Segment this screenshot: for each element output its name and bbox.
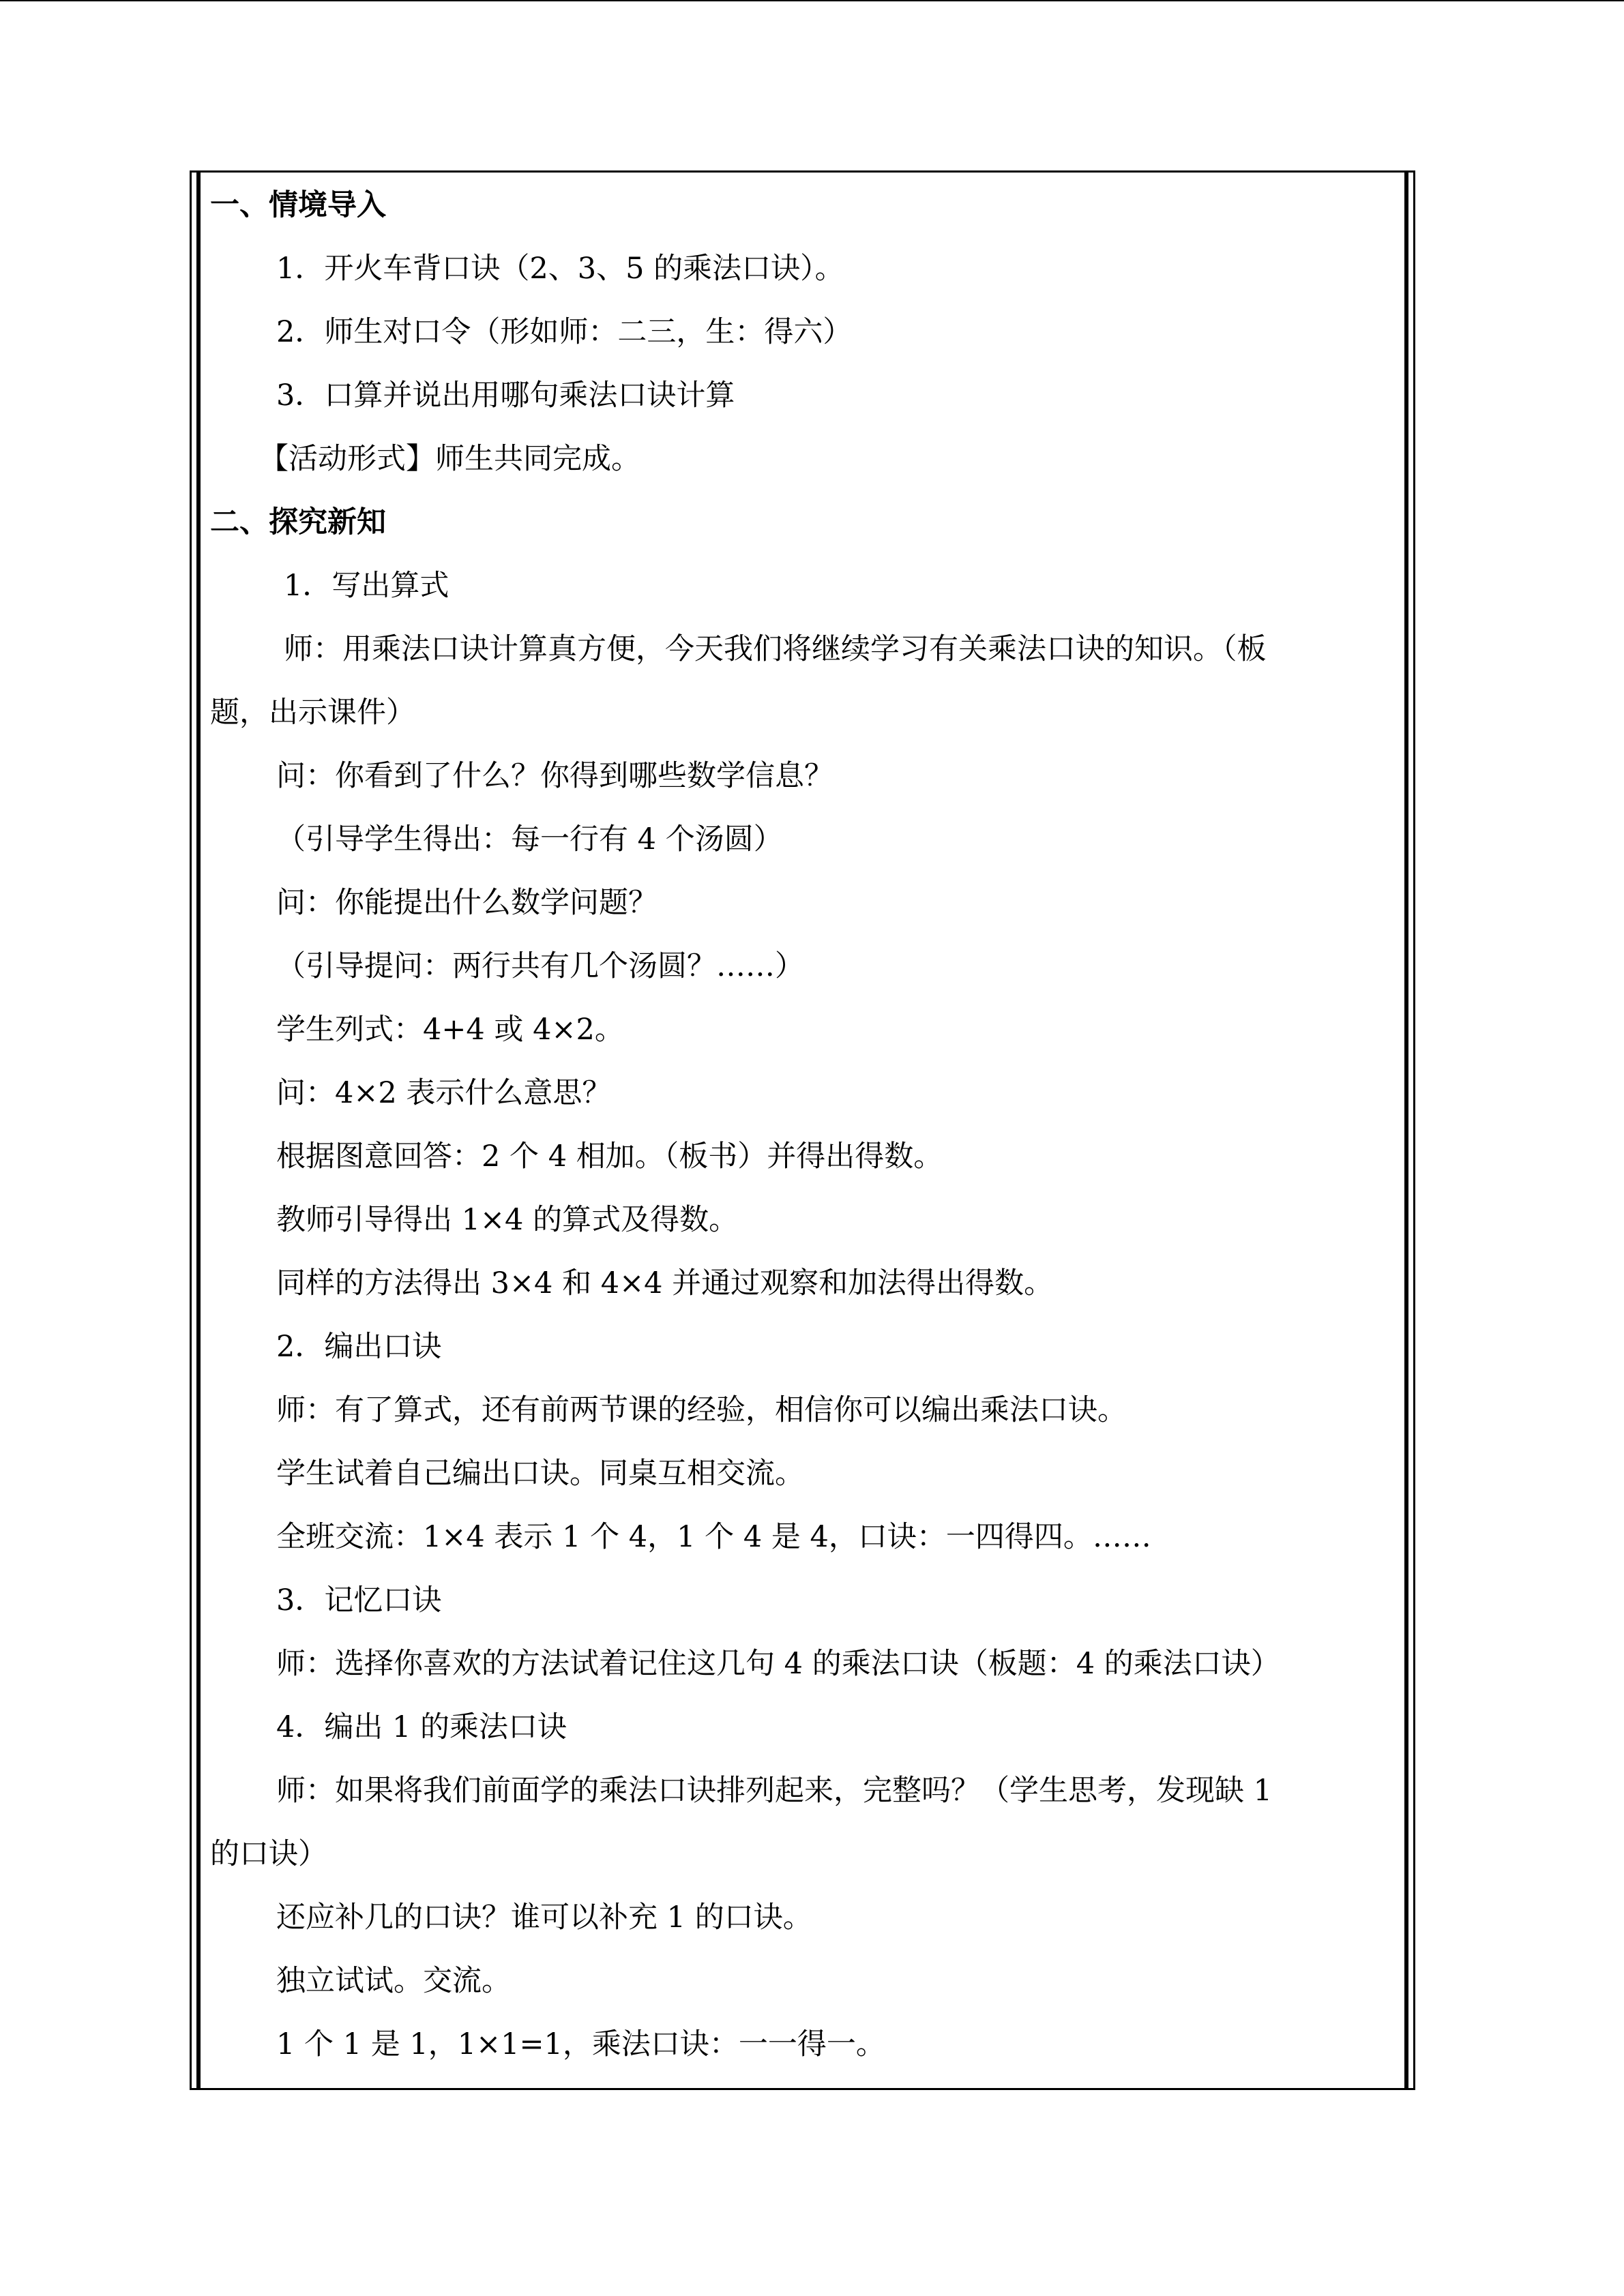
paragraph-line: 2．编出口诀 [276, 1330, 442, 1364]
table-border-right-inner [1404, 170, 1408, 2090]
paragraph-line: 师：选择你喜欢的方法试着记住这几句 4 的乘法口诀（板题：4 的乘法口诀） [276, 1647, 1280, 1681]
paragraph-line: 的口诀） [210, 1837, 327, 1871]
paragraph-line: 学生列式：4+4 或 4×2。 [276, 1013, 624, 1047]
paragraph-line: 2．师生对口令（形如师：二三，生：得六） [276, 315, 853, 349]
paragraph-line: 问：你看到了什么？你得到哪些数学信息？ [276, 759, 833, 793]
table-border-left-inner [196, 170, 201, 2090]
paragraph-line: 还应补几的口诀？谁可以补充 1 的口诀。 [276, 1900, 812, 1935]
paragraph-line: 1．写出算式 [284, 569, 449, 603]
table-frame [190, 170, 1415, 2090]
paragraph-line: 独立试试。交流。 [276, 1964, 511, 1998]
table-border-top [190, 170, 1415, 173]
paragraph-line: 问：4×2 表示什么意思？ [276, 1076, 612, 1110]
paragraph-line: 1 个 1 是 1，1×1=1，乘法口诀：一一得一。 [276, 2027, 885, 2061]
paragraph-line: 3．记忆口诀 [276, 1583, 442, 1617]
section-heading: 一、情境导入 [210, 188, 386, 222]
paragraph-line: 根据图意回答：2 个 4 相加。（板书）并得出得数。 [276, 1139, 943, 1174]
paragraph-line: （引导学生得出：每一行有 4 个汤圆） [276, 822, 783, 856]
paragraph-line: 同样的方法得出 3×4 和 4×4 并通过观察和加法得出得数。 [276, 1266, 1054, 1300]
paragraph-line: 师：用乘法口诀计算真方便，今天我们将继续学习有关乘法口诀的知识。（板 [284, 632, 1267, 666]
paragraph-line: 4．编出 1 的乘法口诀 [276, 1710, 567, 1744]
paragraph-line: 3．口算并说出用哪句乘法口诀计算 [276, 378, 735, 413]
section-heading: 二、探究新知 [210, 505, 386, 539]
table-border-right-outer [1413, 170, 1415, 2090]
paragraph-line: 教师引导得出 1×4 的算式及得数。 [276, 1203, 739, 1237]
paragraph-line: 【活动形式】师生共同完成。 [259, 442, 640, 476]
table-border-left-outer [190, 170, 192, 2090]
paragraph-line: 师：有了算式，还有前两节课的经验，相信你可以编出乘法口诀。 [276, 1393, 1127, 1427]
paragraph-line: 1．开火车背口诀（2、3、5 的乘法口诀）。 [276, 252, 844, 286]
paragraph-line: 问：你能提出什么数学问题？ [276, 886, 658, 920]
paragraph-line: 题，出示课件） [210, 696, 415, 730]
page-top-rule [0, 0, 1624, 1]
paragraph-line: 全班交流：1×4 表示 1 个 4，1 个 4 是 4，口诀：一四得四。…… [276, 1520, 1151, 1554]
paragraph-line: 学生试着自己编出口诀。同桌互相交流。 [276, 1457, 804, 1491]
paragraph-line: （引导提问：两行共有几个汤圆？……） [276, 949, 804, 983]
paragraph-line: 师：如果将我们前面学的乘法口诀排列起来，完整吗？（学生思考，发现缺 1 [276, 1774, 1273, 1808]
table-border-bottom [190, 2088, 1415, 2090]
